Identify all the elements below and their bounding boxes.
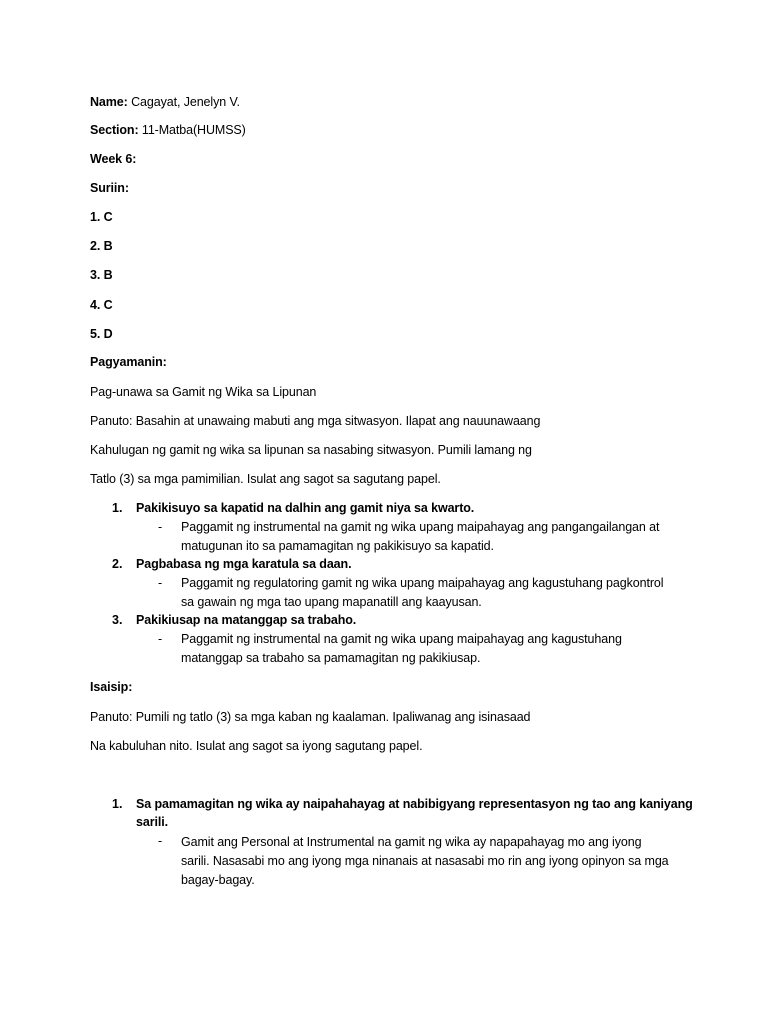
- bullet-dash: -: [158, 834, 163, 848]
- item-answer-line: Paggamit ng regulatoring gamit ng wika upang maipahayag ang kagustuhang pagkontrol: [181, 576, 664, 590]
- pagyamanin-title: Pag-unawa sa Gamit ng Wika sa Lipunan: [90, 385, 317, 399]
- bullet-dash: -: [158, 632, 163, 646]
- section-label: Section:: [90, 123, 139, 137]
- section-value: 11-Matba(HUMSS): [138, 123, 246, 137]
- pagyamanin-label: Pagyamanin:: [90, 355, 167, 369]
- isaisip-instruction: Panuto: Pumili ng tatlo (3) sa mga kaban ng kaalaman. Ipaliwanag ang isinasaad: [90, 710, 531, 724]
- item-answer-line: Paggamit ng instrumental na gamit ng wika upang maipahayag ang pangangailangan at: [181, 520, 660, 534]
- item-number: 2.: [112, 557, 123, 571]
- name-value: Cagayat, Jenelyn V.: [127, 95, 240, 109]
- pagyamanin-instruction: Kahulugan ng gamit ng wika sa lipunan sa nasabing sitwasyon. Pumili lamang ng: [90, 443, 532, 457]
- suriin-answer: 2. B: [90, 239, 113, 253]
- name-label: Name:: [90, 95, 128, 109]
- item-answer-line: Paggamit ng instrumental na gamit ng wika upang maipahayag ang kagustuhang: [181, 632, 622, 646]
- pagyamanin-instruction: Panuto: Basahin at unawaing mabuti ang mga sitwasyon. Ilapat ang nauunawaang: [90, 414, 541, 428]
- item-title: Pagbabasa ng mga karatula sa daan.: [136, 557, 352, 571]
- item-answer-line: matanggap sa trabaho sa pamamagitan ng pakikiusap.: [181, 651, 481, 665]
- item-title: Pakikisuyo sa kapatid na dalhin ang gamit niya sa kwarto.: [136, 501, 475, 515]
- item-answer-line: bagay-bagay.: [181, 873, 255, 887]
- bullet-dash: -: [158, 520, 163, 534]
- suriin-answer: 4. C: [90, 298, 113, 312]
- item-number: 1.: [112, 797, 123, 811]
- item-title: Pakikiusap na matanggap sa trabaho.: [136, 613, 357, 627]
- item-answer-line: sa gawain ng mga tao upang mapanatill ang kaayusan.: [181, 595, 482, 609]
- item-title-line: sarili.: [136, 815, 168, 829]
- suriin-answer: 3. B: [90, 268, 113, 282]
- item-number: 3.: [112, 613, 123, 627]
- pagyamanin-instruction: Tatlo (3) sa mga pamimilian. Isulat ang sagot sa sagutang papel.: [90, 472, 441, 486]
- suriin-label: Suriin:: [90, 181, 129, 195]
- section-line: [90, 122, 246, 139]
- item-answer-line: Gamit ang Personal at Instrumental na gamit ng wika ay napapahayag mo ang iyong: [181, 835, 642, 849]
- isaisip-instruction: Na kabuluhan nito. Isulat ang sagot sa iyong sagutang papel.: [90, 739, 423, 753]
- item-answer-line: matugunan ito sa pamamagitan ng pakikisuyo sa kapatid.: [181, 539, 494, 553]
- item-answer-line: sarili. Nasasabi mo ang iyong mga ninanais at nasasabi mo rin ang iyong opinyon sa mga: [181, 854, 669, 868]
- week-label: Week 6:: [90, 152, 137, 166]
- suriin-answer: 1. C: [90, 210, 113, 224]
- suriin-answer: 5. D: [90, 327, 113, 341]
- item-number: 1.: [112, 501, 123, 515]
- bullet-dash: -: [158, 576, 163, 590]
- item-title-line: Sa pamamagitan ng wika ay naipahahayag at nabibigyang representasyon ng tao ang kaniyang: [136, 797, 693, 811]
- name-line: [90, 94, 240, 111]
- isaisip-label: Isaisip:: [90, 680, 133, 694]
